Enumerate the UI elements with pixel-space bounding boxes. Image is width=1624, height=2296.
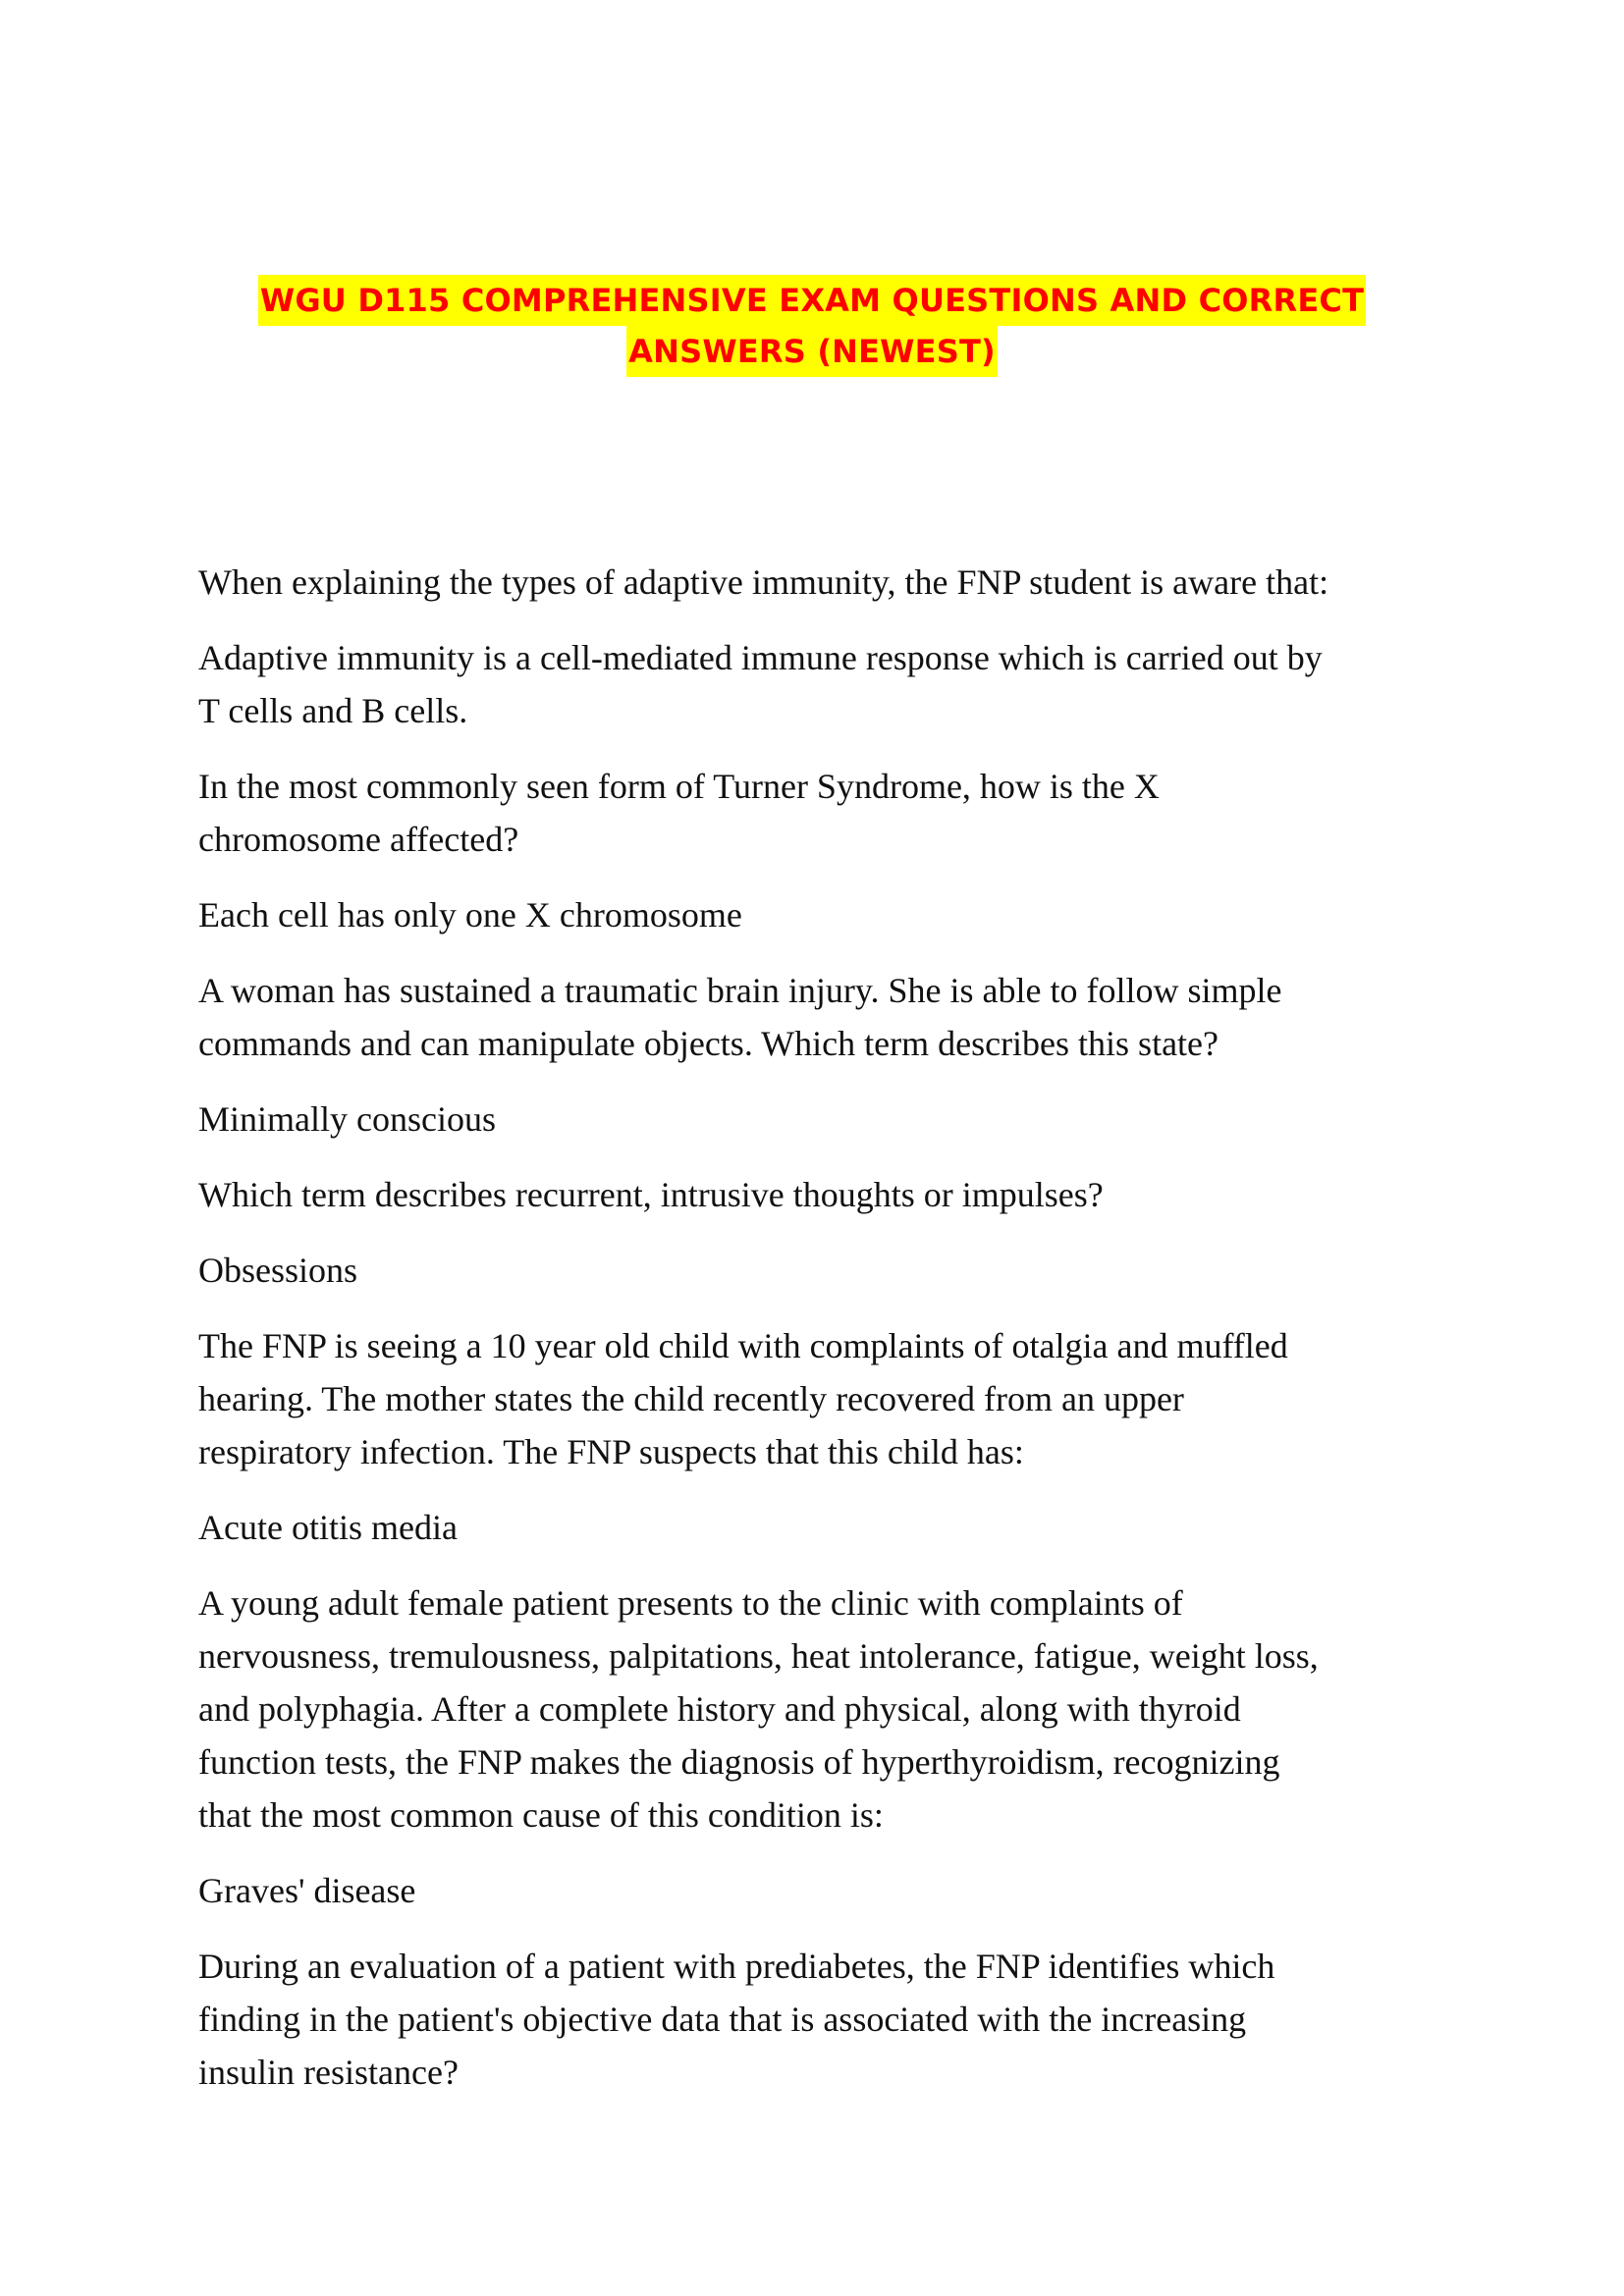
question-7-line-3: insulin resistance? — [198, 2053, 459, 2092]
question-7-line-1: During an evaluation of a patient with prediabetes, the FNP identifies which — [198, 1947, 1275, 1986]
question-6-line-1: A young adult female patient presents to the clinic with complaints of — [198, 1583, 1183, 1623]
title-line-1-wrapper — [0, 275, 1624, 326]
document-title — [0, 275, 1624, 377]
question-4 — [198, 1168, 1465, 1221]
answer-4-line-1: Obsessions — [198, 1251, 358, 1290]
title-line-2: ANSWERS (NEWEST) — [626, 326, 998, 377]
question-3-line-1: A woman has sustained a traumatic brain injury. She is able to follow simple — [198, 971, 1282, 1010]
answer-3 — [198, 1093, 1465, 1146]
question-6 — [198, 1576, 1465, 1842]
answer-1-line-2: T cells and B cells. — [198, 691, 468, 730]
question-2-line-1: In the most commonly seen form of Turner Syndrome, how is the X — [198, 767, 1160, 806]
answer-2-line-1: Each cell has only one X chromosome — [198, 895, 742, 934]
answer-5-line-1: Acute otitis media — [198, 1508, 458, 1547]
question-5 — [198, 1319, 1465, 1478]
question-6-line-5: that the most common cause of this condition is: — [198, 1795, 884, 1835]
answer-2 — [198, 888, 1465, 941]
question-4-line-1: Which term describes recurrent, intrusive thoughts or impulses? — [198, 1175, 1104, 1214]
question-5-line-1: The FNP is seeing a 10 year old child with complaints of otalgia and muffled — [198, 1326, 1288, 1365]
question-1-line-1: When explaining the types of adaptive immunity, the FNP student is aware that: — [198, 562, 1329, 602]
answer-5 — [198, 1501, 1465, 1554]
title-line-1: WGU D115 COMPREHENSIVE EXAM QUESTIONS AND CORRECT — [258, 275, 1366, 326]
answer-6-line-1: Graves' disease — [198, 1871, 416, 1910]
question-1 — [198, 556, 1465, 609]
answer-3-line-1: Minimally conscious — [198, 1099, 496, 1139]
question-7-line-2: finding in the patient's objective data that is associated with the increasing — [198, 2000, 1247, 2039]
question-2-line-2: chromosome affected? — [198, 820, 519, 859]
document-body — [198, 556, 1465, 2121]
question-6-line-2: nervousness, tremulousness, palpitations, heat intolerance, fatigue, weight loss, — [198, 1636, 1319, 1676]
question-3 — [198, 964, 1465, 1070]
answer-4 — [198, 1244, 1465, 1297]
question-5-line-2: hearing. The mother states the child recently recovered from an upper — [198, 1379, 1184, 1418]
answer-1-line-1: Adaptive immunity is a cell-mediated immune response which is carried out by — [198, 638, 1323, 677]
title-line-2-wrapper — [0, 326, 1624, 377]
question-7 — [198, 1940, 1465, 2099]
question-3-line-2: commands and can manipulate objects. Which term describes this state? — [198, 1024, 1219, 1063]
answer-1 — [198, 631, 1465, 737]
question-5-line-3: respiratory infection. The FNP suspects that this child has: — [198, 1432, 1024, 1471]
question-6-line-4: function tests, the FNP makes the diagnosis of hyperthyroidism, recognizing — [198, 1742, 1280, 1782]
question-2 — [198, 760, 1465, 866]
answer-6 — [198, 1864, 1465, 1917]
question-6-line-3: and polyphagia. After a complete history and physical, along with thyroid — [198, 1689, 1241, 1729]
